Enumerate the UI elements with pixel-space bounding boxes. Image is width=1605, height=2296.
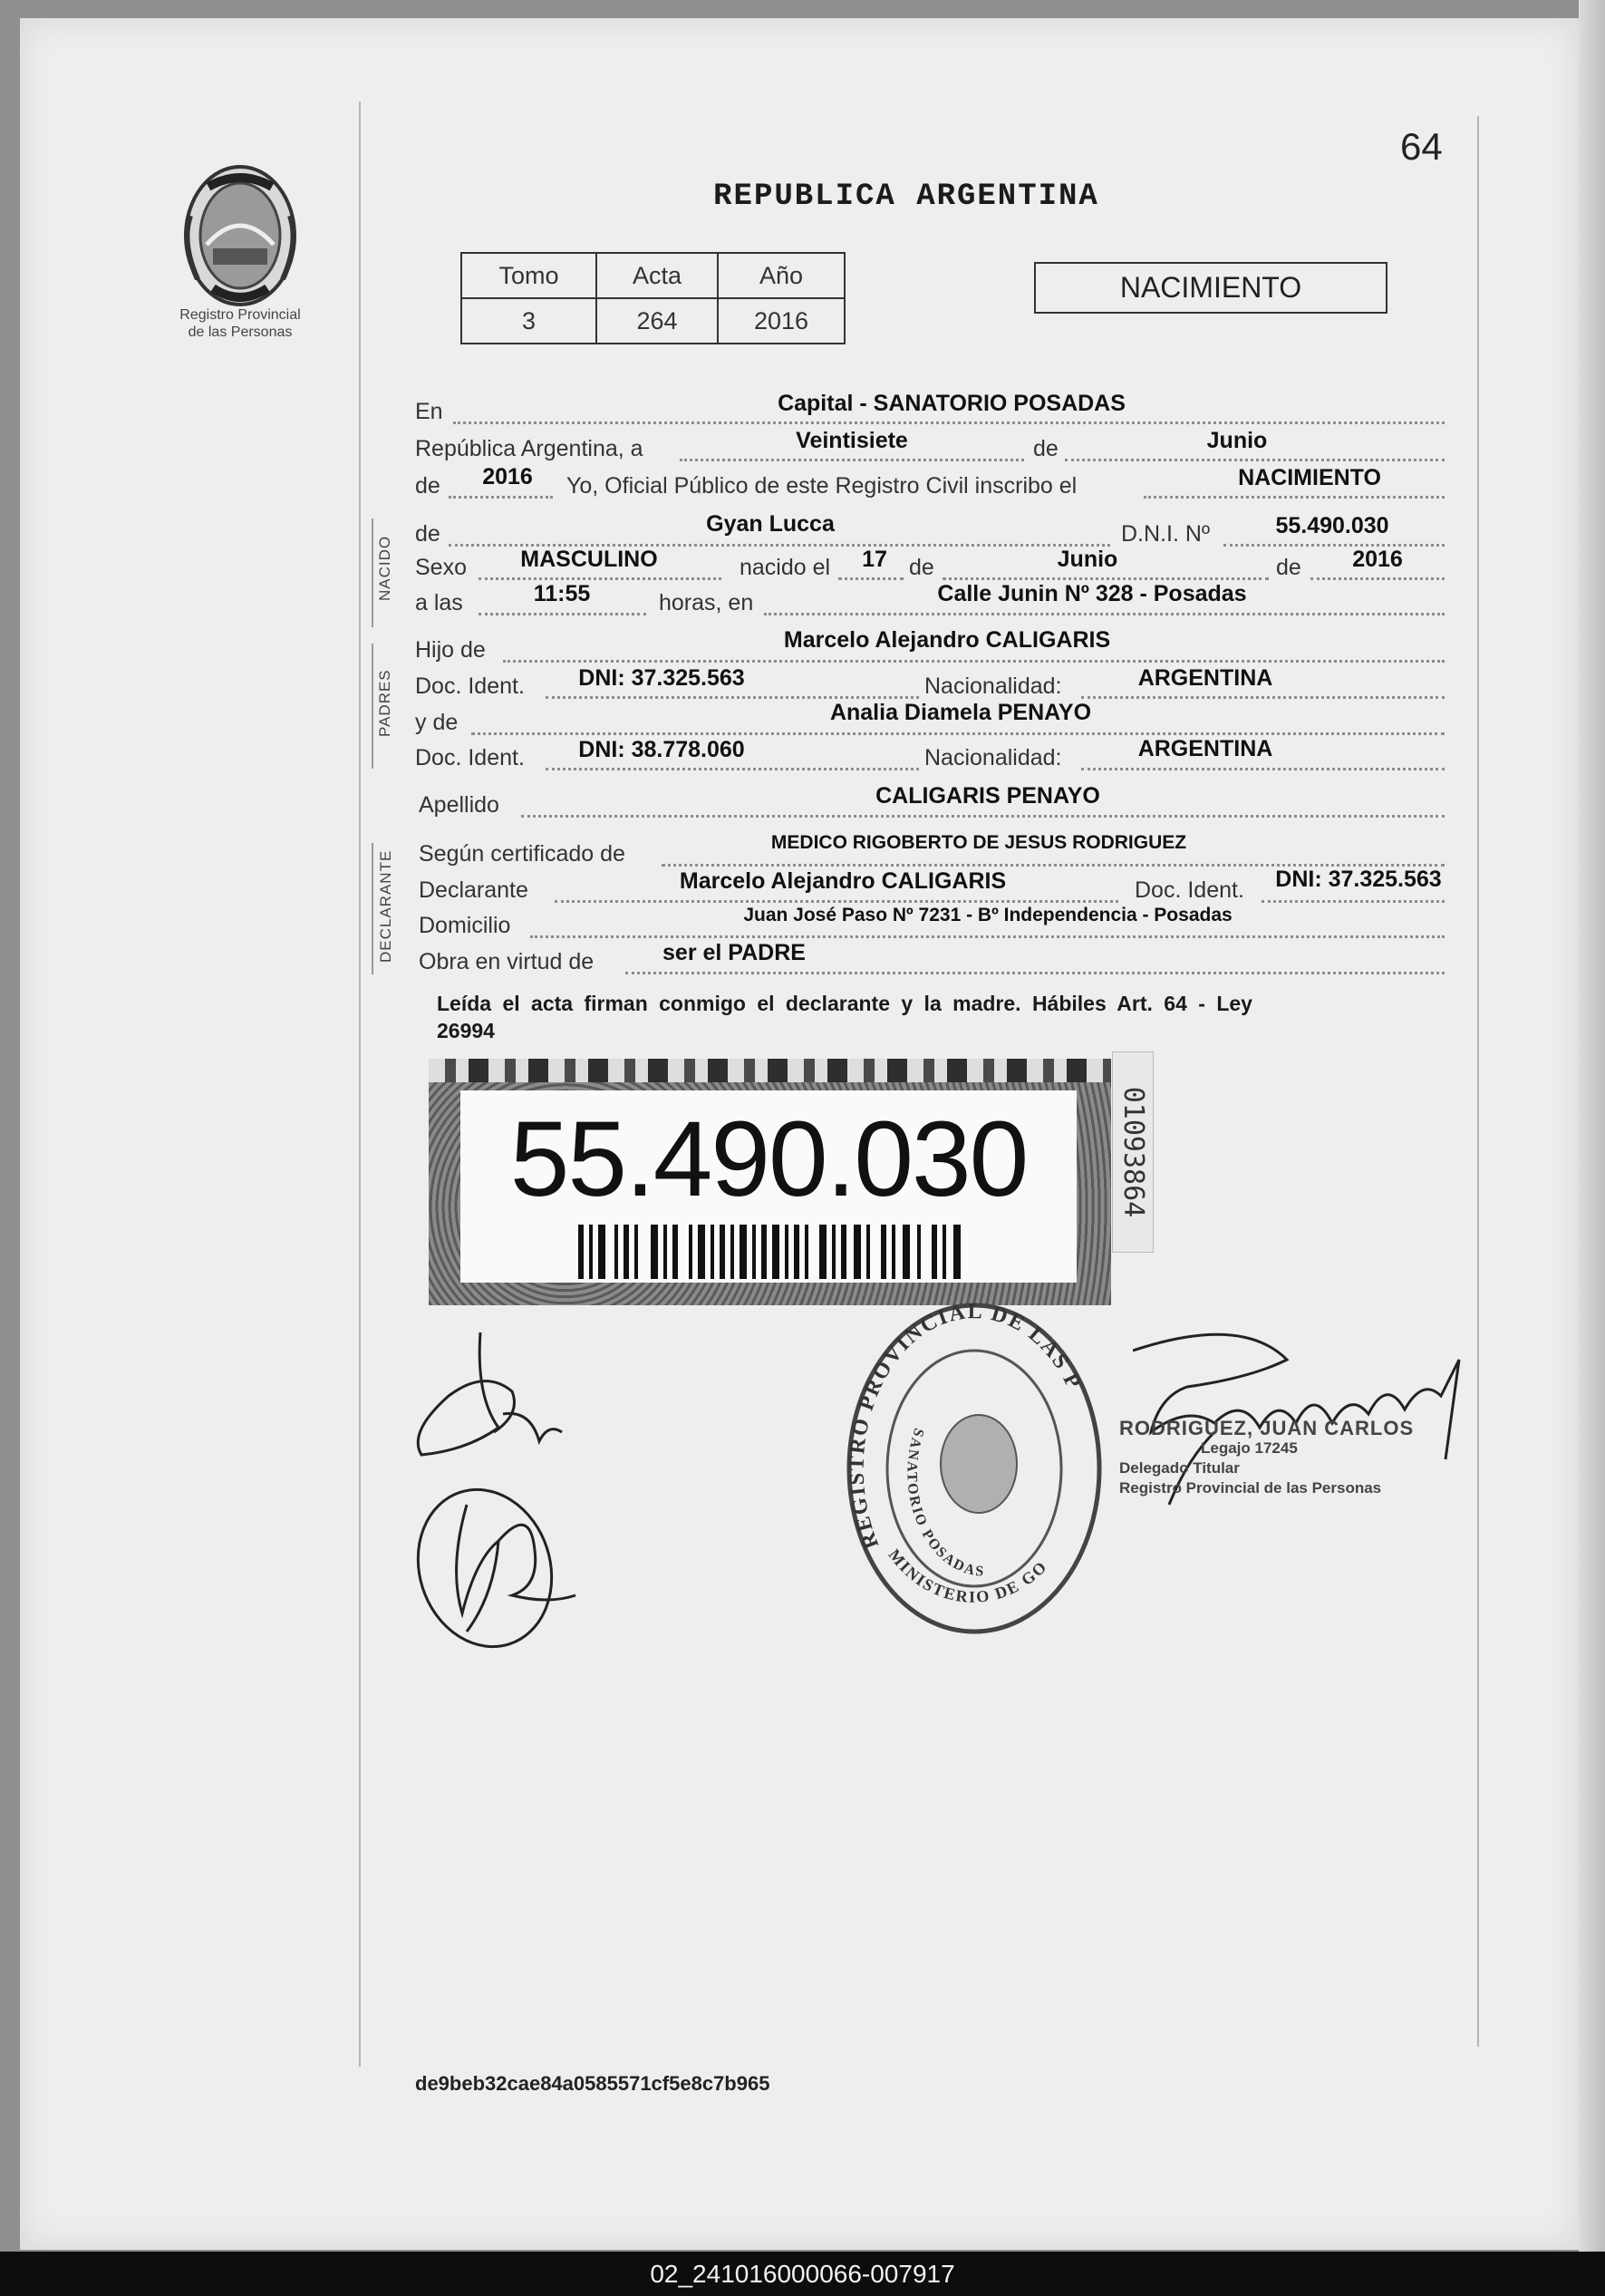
serial-number: 01093864	[1117, 1086, 1149, 1218]
mother-doc-value: DNI: 38.778.060	[578, 737, 745, 762]
label-yo: Yo, Oficial Público de este Registro Civil inscribo el	[566, 473, 1078, 499]
seal-outer-text: REGISTRO PROVINCIAL DE LAS P	[845, 1300, 1087, 1553]
tomo-header: Tomo	[461, 253, 596, 298]
dotted-line	[521, 815, 1445, 818]
record-type-box: NACIMIENTO	[1034, 262, 1387, 314]
logo-caption-line2: de las Personas	[188, 325, 293, 340]
officer-file: Legajo 17245	[1201, 1439, 1298, 1457]
dotted-line	[453, 421, 1445, 424]
father-doc-value: DNI: 37.325.563	[578, 665, 745, 691]
dotted-line	[479, 613, 646, 615]
anio-header: Año	[718, 253, 845, 298]
stamp-border-pattern	[429, 1059, 1111, 1082]
dotted-line	[1310, 577, 1445, 580]
label-en: En	[415, 399, 443, 424]
dotted-line	[503, 660, 1445, 663]
label-horas-en: horas, en	[659, 590, 754, 615]
birth-time-value: 11:55	[533, 581, 591, 606]
acta-header: Acta	[596, 253, 718, 298]
reason-value: ser el PADRE	[662, 940, 806, 965]
dotted-line	[530, 935, 1445, 938]
child-name-value: Gyan Lucca	[706, 511, 835, 537]
id-stamp	[429, 1059, 1111, 1305]
label-de-4: de	[909, 555, 934, 580]
father-name-value: Marcelo Alejandro CALIGARIS	[783, 627, 1111, 653]
padres-divider	[372, 644, 373, 769]
dotted-line	[555, 900, 1118, 903]
side-label-padres: PADRES	[376, 669, 393, 737]
declarant-name-value: Marcelo Alejandro CALIGARIS	[679, 868, 1007, 894]
label-declarante: Declarante	[419, 877, 528, 903]
record-table-value-row	[461, 298, 845, 344]
officer-office: Registro Provincial de las Personas	[1119, 1479, 1382, 1497]
label-republica: República Argentina, a	[415, 436, 643, 461]
label-doc-ident-3: Doc. Ident.	[1135, 877, 1244, 903]
side-label-nacido: NACIDO	[376, 535, 393, 601]
logo-caption-line1: Registro Provincial	[179, 307, 301, 323]
anio-value: 2016	[718, 298, 845, 344]
dotted-line	[1065, 459, 1445, 461]
seal-ring-icon	[843, 1292, 1106, 1645]
closing-line-1: Leída el acta firman conmigo el declarante y la madre. Hábiles Art. 64 - Ley	[437, 992, 1252, 1015]
birth-place-value: Calle Junin Nº 328 - Posadas	[937, 581, 1247, 606]
tomo-value: 3	[461, 298, 596, 344]
surname-value: CALIGARIS PENAYO	[875, 783, 1100, 809]
label-doc-ident-1: Doc. Ident.	[415, 673, 525, 699]
dotted-line	[546, 768, 919, 770]
officer-name: RODRIGUEZ, JUAN CARLOS	[1119, 1417, 1415, 1439]
record-table	[460, 252, 846, 344]
round-registry-seal	[843, 1292, 1106, 1645]
file-id-bar: 02_241016000066-007917	[0, 2252, 1605, 2296]
label-de-5: de	[1276, 555, 1301, 580]
child-dni-value: 55.490.030	[1275, 513, 1389, 538]
dotted-line	[764, 613, 1445, 615]
page-edge	[1579, 0, 1605, 2252]
dotted-line	[1262, 900, 1445, 903]
label-y-de: y de	[415, 710, 459, 735]
father-nationality-value: ARGENTINA	[1137, 665, 1273, 691]
dotted-line	[471, 732, 1445, 735]
dotted-line	[546, 696, 919, 699]
stamp-label	[460, 1090, 1077, 1283]
dotted-line	[449, 496, 553, 499]
label-doc-ident-2: Doc. Ident.	[415, 745, 525, 770]
page-number: 64	[1400, 125, 1443, 168]
label-domicilio: Domicilio	[419, 913, 511, 938]
dotted-line	[1144, 496, 1445, 499]
year-value: 2016	[482, 464, 533, 489]
dotted-line	[680, 459, 1024, 461]
label-de-2: de	[415, 473, 440, 499]
place-value: Capital - SANATORIO POSADAS	[778, 391, 1126, 416]
dotted-line	[943, 577, 1269, 580]
label-segun: Según certificado de	[419, 841, 625, 867]
certificate-issuer-value: MEDICO RIGOBERTO DE JESUS RODRIGUEZ	[770, 832, 1187, 853]
address-value: Juan José Paso Nº 7231 - Bº Independencia - Posadas	[743, 905, 1233, 925]
acta-value: 264	[596, 298, 718, 344]
mother-name-value: Analia Diamela PENAYO	[829, 700, 1092, 725]
nacido-divider	[372, 518, 373, 627]
declarante-divider	[372, 843, 373, 974]
provincial-seal-logo	[172, 161, 308, 315]
day-words-value: Veintisiete	[796, 428, 908, 453]
barcode-icon	[578, 1225, 968, 1279]
seal-emblem-icon	[172, 161, 308, 315]
birth-year-value: 2016	[1352, 547, 1403, 572]
right-margin-rule	[1477, 116, 1479, 2047]
page-title: REPUBLICA ARGENTINA	[713, 179, 1099, 214]
label-dni: D.N.I. Nº	[1121, 521, 1211, 547]
month-value: Junio	[1206, 428, 1268, 453]
label-de-1: de	[1033, 436, 1059, 461]
dotted-line	[1081, 768, 1445, 770]
label-nacionalidad-2: Nacionalidad:	[924, 745, 1062, 770]
mother-nationality-value: ARGENTINA	[1137, 736, 1273, 761]
seal-bottom-text: MINISTERIO DE GO	[885, 1545, 1051, 1606]
label-de-3: de	[415, 521, 440, 547]
closing-line-2: 26994	[437, 1019, 495, 1042]
margin-rule	[359, 102, 361, 2067]
dotted-line	[838, 577, 904, 580]
dotted-line	[1081, 696, 1445, 699]
stamp-id-number: 55.490.030	[509, 1100, 1028, 1219]
birth-day-value: 17	[862, 547, 887, 572]
logo-caption	[145, 306, 335, 341]
label-nacionalidad-1: Nacionalidad:	[924, 673, 1062, 699]
label-nacido-el: nacido el	[740, 555, 831, 580]
label-hijo-de: Hijo de	[415, 637, 486, 663]
declarant-doc-value: DNI: 37.325.563	[1275, 867, 1442, 892]
sex-value: MASCULINO	[520, 547, 658, 572]
officer-stamp	[1119, 1419, 1445, 1498]
label-apellido: Apellido	[419, 792, 499, 818]
closing-statement	[437, 990, 1452, 1044]
act-value: NACIMIENTO	[1238, 465, 1381, 490]
label-a-las: a las	[415, 590, 463, 615]
side-label-declarante: DECLARANTE	[377, 849, 394, 963]
signature-declarant	[412, 1323, 585, 1668]
label-sexo: Sexo	[415, 555, 467, 580]
document-hash: de9beb32cae84a0585571cf5e8c7b965	[415, 2072, 770, 2095]
dotted-line	[625, 972, 1445, 974]
seal-inner-text: SANATORIO POSADAS	[904, 1426, 986, 1580]
serial-sticker	[1112, 1051, 1154, 1253]
label-obra: Obra en virtud de	[419, 949, 595, 974]
record-table-header-row	[461, 253, 845, 298]
dotted-line	[479, 577, 721, 580]
officer-title: Delegado Titular	[1119, 1459, 1240, 1477]
birth-month-value: Junio	[1057, 547, 1118, 572]
